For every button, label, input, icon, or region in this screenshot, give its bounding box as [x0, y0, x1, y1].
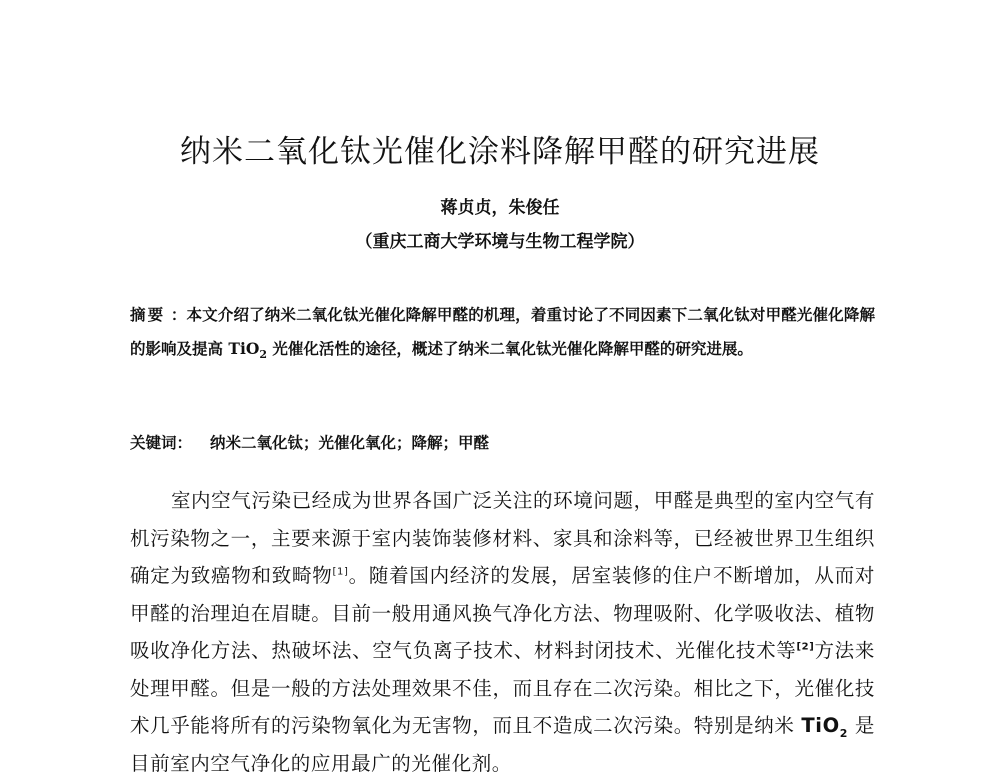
body-formula-base: TiO: [801, 714, 840, 737]
abstract-text-part2: 光催化活性的途径，概述了纳米二氧化钛光催化降解甲醛的研究进展。: [267, 339, 753, 358]
body-text-part1: 室内空气污染已经成为世界各国广泛关注的环境问题，甲醛是典型的室内空气有机污染物之一，主要来源于室内装饰装修材料、家具和涂料等，已经被世界卫生组织确定为致癌物和致畸物: [130, 489, 875, 587]
abstract-separator: ：: [165, 305, 187, 324]
author-list: 蒋贞贞，朱俊任: [440, 198, 560, 218]
body-text-part4: 是目前室内空气净化的应用最广的光催化剂。: [130, 714, 875, 775]
body-paragraph: [130, 482, 875, 782]
keywords-section: [130, 428, 875, 458]
citation-ref-2: [2]: [796, 641, 815, 653]
paper-title: 纳米二氧化钛光催化涂料降解甲醛的研究进展: [180, 134, 820, 170]
author-affiliation: （重庆工商大学环境与生物工程学院）: [355, 232, 645, 252]
abstract-formula-base: TiO: [228, 339, 260, 358]
keywords-text: 纳米二氧化钛；光催化氧化；降解；甲醛: [210, 433, 490, 452]
citation-ref-1: [1]: [332, 566, 349, 578]
abstract-text-part1: 本文介绍了纳米二氧化钛光催化降解甲醛的机理，着重讨论了不同因素下二氧化钛对甲醛光催化降解的影响及提高: [130, 305, 875, 358]
body-text-part2: 。随着国内经济的发展，居室装修的住户不断增加，从而对甲醛的治理迫在眉睫。目前一般用通风换气净化方法、物理吸附、化学吸收法、植物吸收净化方法、热破坏法、空气负离子技术、材料封闭技术、光催化技术等: [130, 564, 875, 662]
abstract-label: 摘要: [130, 305, 166, 324]
keywords-label: 关键词：: [130, 433, 193, 452]
abstract-section: [130, 298, 875, 366]
body-formula-subscript: 2: [839, 726, 849, 740]
body-text-part3: 方法来处理甲醛。但是一般的方法处理效果不佳，而且存在二次污染。相比之下，光催化技术几乎能将所有的污染物氧化为无害物，而且不造成二次污染。特别是纳米: [130, 639, 875, 737]
abstract-formula-subscript: 2: [259, 348, 267, 362]
